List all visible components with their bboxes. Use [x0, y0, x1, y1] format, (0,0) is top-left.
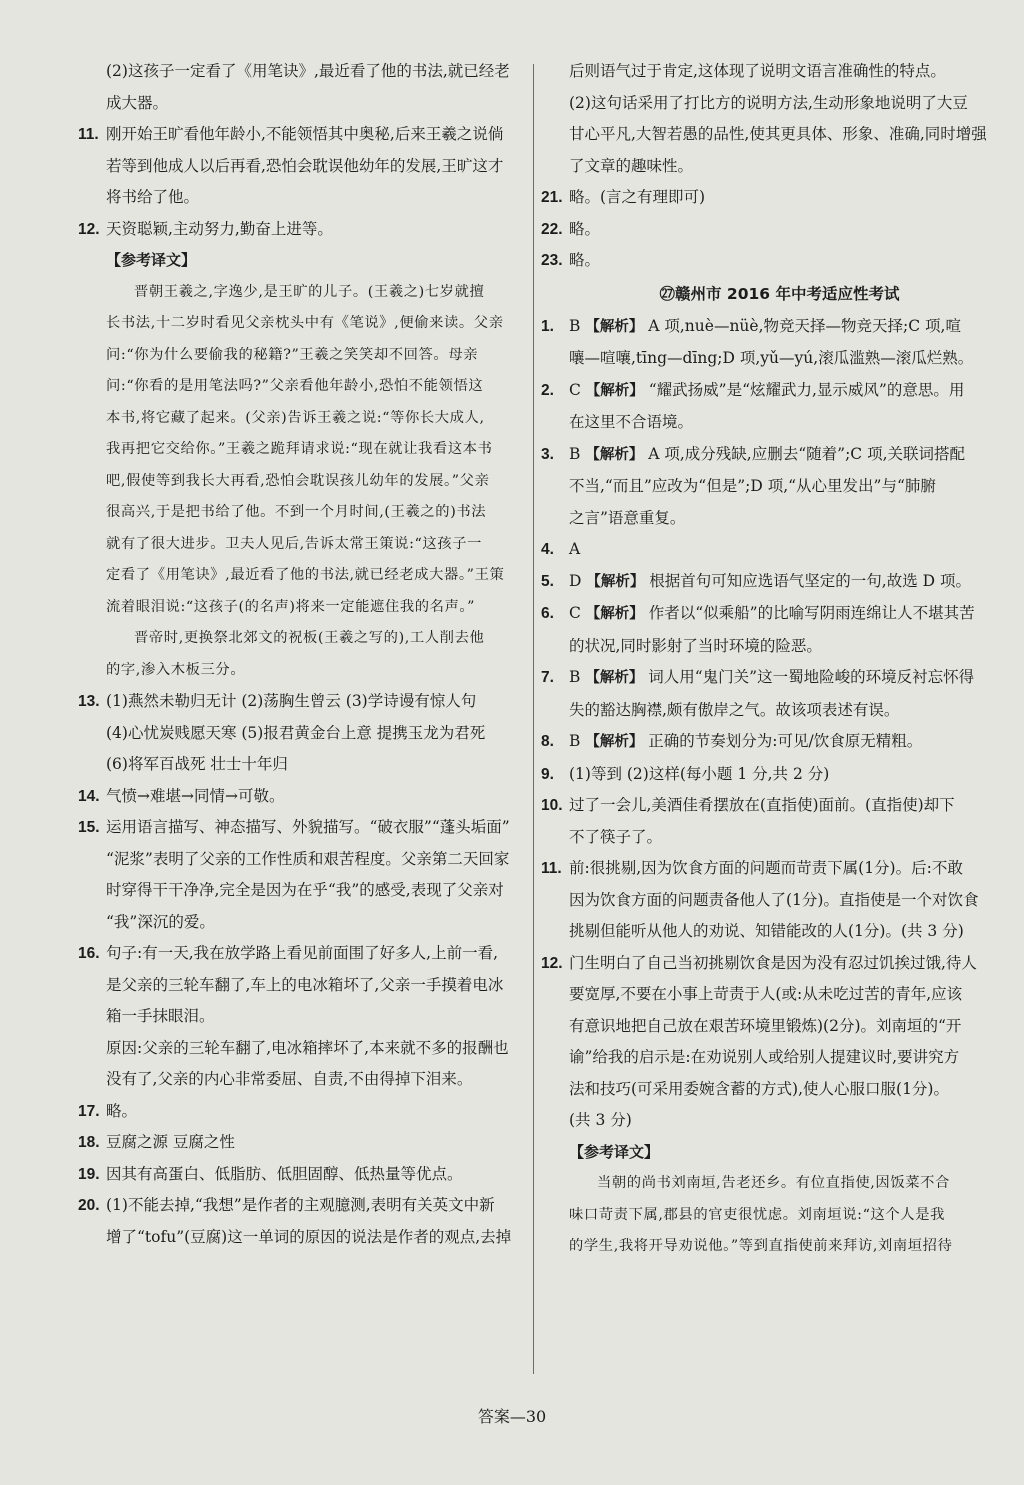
answer-line	[78, 1064, 530, 1096]
left-column	[78, 56, 530, 1253]
right-column	[541, 56, 998, 1263]
question-number: 10.	[541, 797, 563, 814]
question-number: 16.	[78, 945, 100, 962]
answer-text: 之言”语意重复。	[569, 508, 686, 527]
answer-line	[78, 938, 530, 970]
answer-line	[541, 311, 998, 344]
answer-text: (共 3 分)	[569, 1111, 632, 1129]
translation-line: 长书法,十二岁时看见父亲枕头中有《笔说》,便偷来读。父亲	[106, 315, 504, 331]
answer-text: 有意识地把自己放在艰苦环境里锻炼)(2分)。刘南垣的“开	[569, 1016, 962, 1035]
translation-line: 我再把它交给你。”王羲之跪拜请求说:“现在就让我看这本书	[106, 441, 493, 457]
answer-text: B 【解析】 A 项,成分残缺,应删去“随着”;C 项,关联词搭配	[569, 444, 966, 463]
analysis-tag: 【解析】	[585, 606, 644, 622]
answer-line	[541, 1074, 998, 1106]
answer-text: 运用语言描写、神态描写、外貌描写。“破衣服”“蓬头垢面”	[106, 818, 510, 836]
answer-text: 刚开始王旷看他年龄小,不能领悟其中奥秘,后来王羲之说倘	[106, 125, 504, 143]
question-number: 2.	[541, 381, 554, 399]
answer-text: “我”深沉的爱。	[106, 912, 215, 931]
answer-line	[541, 631, 998, 663]
translation-line: 晋帝时,更换祭北郊文的祝板(王羲之写的),工人削去他	[134, 630, 485, 646]
answer-line	[541, 1105, 998, 1137]
answer-text: “泥浆”表明了父亲的工作性质和艰苦程度。父亲第二天回家	[106, 849, 510, 868]
answer-line	[541, 214, 998, 246]
answer-text: 门生明白了自己当初挑剔饮食是因为没有忍过饥挨过饿,待人	[569, 953, 977, 972]
answer-text: 甘心平凡,大智若愚的品性,使其更具体、形象、准确,同时增强	[569, 125, 987, 143]
answer-line	[541, 343, 998, 375]
answer-text: 的状况,同时影射了当时环境的险恶。	[569, 636, 822, 655]
answer-line	[541, 56, 998, 88]
answer-line	[541, 759, 998, 791]
answer-line	[78, 749, 530, 781]
answer-line	[78, 88, 530, 120]
answer-line	[78, 151, 530, 183]
question-number: 14.	[78, 787, 100, 805]
answer-text: 成大器。	[106, 93, 169, 112]
question-number: 23.	[541, 252, 563, 269]
answer-line	[541, 503, 998, 535]
answer-text: A	[569, 540, 581, 558]
answer-text: 略。	[569, 251, 601, 269]
question-number: 5.	[541, 572, 554, 590]
question-number: 12.	[541, 954, 563, 972]
answer-line	[541, 471, 998, 503]
answer-text: 时穿得干干净净,完全是因为在乎“我”的感受,表现了父亲对	[106, 881, 504, 899]
answer-line	[541, 948, 998, 980]
answer-text: (1)燕然未勒归无计 (2)荡胸生曾云 (3)学诗谩有惊人句	[106, 692, 477, 710]
translation-line: 问:“你为什么要偷我的秘籍?”王羲之笑笑却不回答。母亲	[106, 346, 479, 363]
question-number: 12.	[78, 220, 100, 238]
answers-20-23	[541, 56, 998, 277]
answer-text: 法和技巧(可采用委婉含蓄的方式),使人心服口服(1分)。	[569, 1079, 949, 1098]
answer-line	[541, 534, 998, 566]
question-number: 11.	[541, 860, 562, 877]
answer-text: B 【解析】 词人用“鬼门关”这一蜀地险峻的环境反衬忘怀得	[569, 668, 975, 686]
answer-line	[541, 853, 998, 885]
answers-section-27	[541, 311, 998, 1137]
question-number: 18.	[78, 1134, 100, 1151]
question-number: 9.	[541, 765, 554, 783]
answer-text: 因其有高蛋白、低脂肪、低胆固醇、低热量等优点。	[106, 1164, 463, 1183]
answer-line	[78, 875, 530, 907]
translation-line: 的字,渗入木板三分。	[106, 661, 246, 678]
answer-line	[78, 1096, 530, 1128]
answer-line	[78, 182, 530, 214]
answer-text: 了文章的趣味性。	[569, 156, 694, 175]
reference-translation-label: 【参考译文】	[569, 1142, 660, 1161]
question-number: 3.	[541, 445, 554, 463]
translation-line: 就有了很大进步。卫夫人见后,告诉太常王策说:“这孩子一	[106, 535, 482, 552]
answer-line	[78, 214, 530, 246]
answer-text: 略。	[106, 1101, 138, 1120]
translation-line: 定看了《用笔诀》,最近看了他的书法,就已经老成大器。”王策	[106, 567, 505, 583]
question-number: 1.	[541, 317, 554, 335]
answers-13-20	[78, 686, 530, 1253]
question-number: 22.	[541, 220, 563, 238]
question-number: 6.	[541, 605, 554, 622]
answer-line	[78, 781, 530, 813]
answer-line	[78, 686, 530, 718]
answer-text: 略。(言之有理即可)	[569, 188, 706, 206]
answer-text: 天资聪颖,主动努力,勤奋上进等。	[106, 219, 333, 238]
page-number: 答案—30	[477, 1407, 547, 1426]
reference-translation-label: 【参考译文】	[106, 251, 197, 269]
answer-line	[541, 695, 998, 727]
answer-text: 若等到他成人以后再看,恐怕会耽误他幼年的发展,王旷这才	[106, 156, 504, 175]
question-number: 19.	[78, 1165, 100, 1183]
answer-text: 谕”给我的启示是:在劝说别人或给别人提建议时,要讲究方	[569, 1048, 960, 1066]
answer-line	[78, 844, 530, 876]
column-divider	[533, 64, 534, 1374]
answer-line	[78, 718, 530, 750]
answer-line	[541, 726, 998, 759]
answer-text: 没有了,父亲的内心非常委屈、自责,不由得掉下泪来。	[106, 1070, 473, 1088]
question-number: 7.	[541, 669, 554, 686]
answer-line	[78, 1127, 530, 1159]
answer-text: 箱一手抹眼泪。	[106, 1007, 215, 1025]
answer-line	[78, 1033, 530, 1065]
question-number: 20.	[78, 1197, 100, 1214]
answer-line	[78, 1190, 530, 1222]
question-number: 15.	[78, 819, 100, 836]
section-heading: ㉗赣州市 2016 年中考适应性考试	[659, 284, 900, 303]
answer-text: (1)不能去掉,“我想”是作者的主观臆测,表明有关英文中新	[106, 1196, 495, 1214]
answer-text: (6)将军百战死 壮士十年归	[106, 755, 288, 773]
answer-text: 是父亲的三轮车翻了,车上的电冰箱坏了,父亲一手摸着电冰	[106, 975, 504, 994]
answer-line	[78, 907, 530, 939]
translation-line: 问:“你看的是用笔法吗?”父亲看他年龄小,恐怕不能领悟这	[106, 378, 484, 394]
answer-text: 不了筷子了。	[569, 827, 663, 846]
analysis-tag: 【解析】	[585, 670, 644, 686]
question-number: 4.	[541, 541, 554, 558]
answer-text: B 【解析】 A 项,nuè—nüè,物竞天择—物竞天择;C 项,喧	[569, 316, 961, 335]
answer-text: (1)等到 (2)这样(每小题 1 分,共 2 分)	[569, 764, 830, 783]
question-number: 21.	[541, 189, 563, 206]
translation-line: 的学生,我将开导劝说他。”等到直指使前来拜访,刘南垣招待	[569, 1238, 953, 1254]
answer-text: 因为饮食方面的问题责备他人了(1分)。直指使是一个对饮食	[569, 890, 979, 909]
answer-text: (2)这句话采用了打比方的说明方法,生动形象地说明了大豆	[569, 93, 968, 112]
translation-line: 吧,假使等到我长大再看,恐怕会耽误孩儿幼年的发展。”父亲	[106, 472, 490, 489]
answer-text: 不当,“而且”应改为“但是”;D 项,“从心里发出”与“肺腑	[569, 477, 936, 495]
answer-line	[541, 119, 998, 151]
answer-line	[541, 822, 998, 854]
answer-line	[541, 88, 998, 120]
answers-11-12	[78, 56, 530, 245]
answer-text: 增了“tofu”(豆腐)这一单词的原因的说法是作者的观点,去掉	[106, 1227, 512, 1246]
answer-text: 原因:父亲的三轮车翻了,电冰箱摔坏了,本来就不多的报酬也	[106, 1038, 509, 1057]
answer-line	[541, 598, 998, 631]
analysis-tag: 【解析】	[585, 446, 644, 463]
question-number: 13.	[78, 693, 100, 710]
reference-translation-right	[541, 1168, 998, 1263]
answer-text: 句子:有一天,我在放学路上看见前面围了好多人,上前一看,	[106, 944, 499, 962]
translation-line: 本书,将它藏了起来。(父亲)告诉王羲之说:“等你长大成人,	[106, 409, 485, 426]
answer-line	[541, 245, 998, 277]
answer-line	[78, 119, 530, 151]
answer-line	[541, 439, 998, 472]
translation-line: 晋朝王羲之,字逸少,是王旷的儿子。(王羲之)七岁就擅	[134, 283, 485, 300]
answer-text: 略。	[569, 219, 601, 238]
answer-line	[541, 182, 998, 214]
answer-text: 豆腐之源 豆腐之性	[106, 1133, 235, 1151]
analysis-tag: 【解析】	[585, 382, 644, 399]
answer-text: (2)这孩子一定看了《用笔诀》,最近看了他的书法,就已经老	[106, 62, 510, 80]
answer-line	[541, 151, 998, 183]
answer-text: 前:很挑剔,因为饮食方面的问题而苛责下属(1分)。后:不敢	[569, 859, 963, 877]
answer-line	[78, 1001, 530, 1033]
answer-text: 要宽厚,不要在小事上苛责于人(或:从未吃过苦的青年,应该	[569, 985, 963, 1003]
question-number: 8.	[541, 733, 554, 750]
analysis-tag: 【解析】	[586, 573, 645, 590]
answer-line	[78, 812, 530, 844]
question-number: 11.	[78, 126, 99, 143]
answer-line	[541, 790, 998, 822]
answer-line	[541, 566, 998, 599]
answer-line	[541, 1011, 998, 1043]
translation-line: 很高兴,于是把书给了他。不到一个月时间,(王羲之的)书法	[106, 504, 487, 520]
analysis-tag: 【解析】	[585, 318, 644, 335]
answer-text: 在这里不合语境。	[569, 413, 694, 431]
question-number: 17.	[78, 1102, 100, 1120]
reference-translation-left	[78, 277, 530, 687]
answer-line	[541, 375, 998, 408]
answer-line	[78, 1222, 530, 1254]
analysis-tag: 【解析】	[585, 734, 644, 750]
answer-text: D 【解析】 根据首句可知应选语气坚定的一句,故选 D 项。	[569, 571, 971, 590]
translation-line: 当朝的尚书刘南垣,告老还乡。有位直指使,因饭菜不合	[597, 1175, 950, 1191]
answer-line	[541, 916, 998, 948]
answer-text: 将书给了他。	[106, 188, 200, 206]
answer-line	[78, 970, 530, 1002]
translation-line: 流着眼泪说:“这孩子(的名声)将来一定能遮住我的名声。”	[106, 598, 476, 615]
answer-line	[541, 885, 998, 917]
answer-text: 失的豁达胸襟,颇有傲岸之气。故该项表述有误。	[569, 700, 900, 719]
answer-text: B 【解析】 正确的节奏划分为:可见/饮食原无精粗。	[569, 732, 923, 750]
answer-line	[78, 1159, 530, 1191]
translation-line: 味口苛责下属,郡县的官吏很忧虑。刘南垣说:“这个人是我	[569, 1206, 945, 1223]
answer-text: 后则语气过于肯定,这体现了说明文语言准确性的特点。	[569, 62, 946, 80]
answer-text: 嚷—喧嚷,tīng—dīng;D 项,yǔ—yú,滚瓜滥熟—滚瓜烂熟。	[569, 349, 974, 367]
answer-line	[541, 407, 998, 439]
answer-text: 气愤→难堪→同情→可敬。	[106, 786, 285, 805]
answer-line	[541, 1042, 998, 1074]
answer-line	[541, 979, 998, 1011]
answer-line	[78, 56, 530, 88]
answer-text: (4)心忧炭贱愿天寒 (5)报君黄金台上意 提携玉龙为君死	[106, 723, 486, 742]
answer-text: C 【解析】 作者以“似乘船”的比喻写阴雨连绵让人不堪其苦	[569, 604, 975, 622]
answer-text: 过了一会儿,美酒佳肴摆放在(直指使)面前。(直指使)却下	[569, 796, 955, 814]
answer-text: C 【解析】 “耀武扬威”是“炫耀武力,显示威风”的意思。用	[569, 380, 965, 399]
answer-line	[541, 662, 998, 695]
answer-text: 挑剔但能听从他人的劝说、知错能改的人(1分)。(共 3 分)	[569, 922, 964, 940]
